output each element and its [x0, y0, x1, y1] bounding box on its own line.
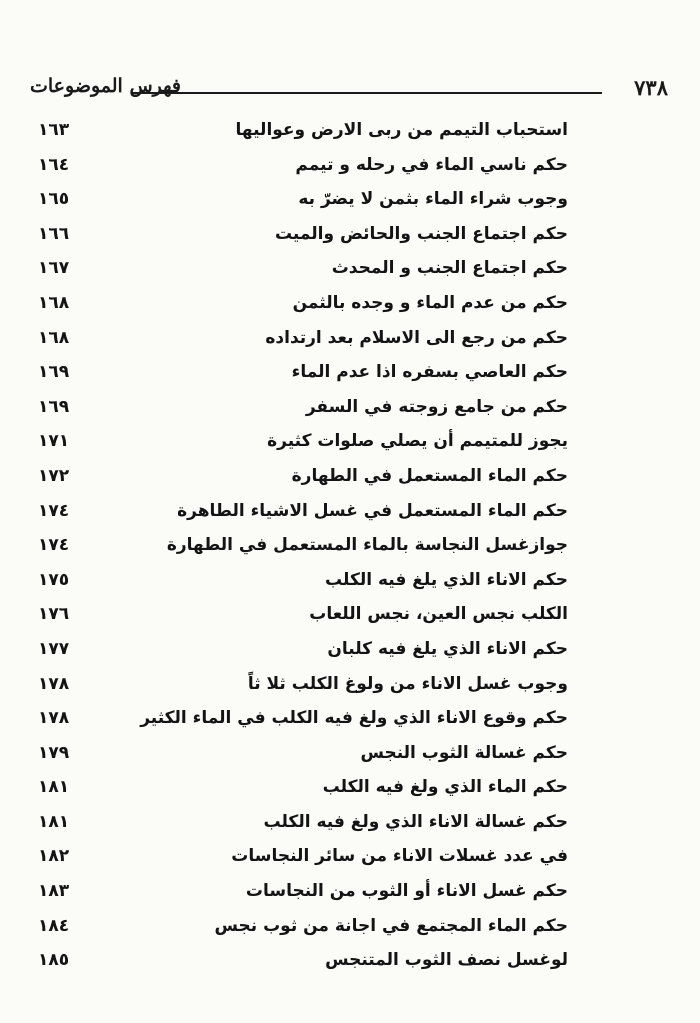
toc-entry	[30, 222, 568, 257]
toc-entry-page-number: ١٧٥	[38, 569, 70, 590]
toc-entry	[30, 499, 568, 534]
toc-entry	[30, 914, 568, 949]
toc-entry-title: حكم من عدم الماء و وجده بالثمن	[292, 292, 568, 313]
toc-entry-page-number: ١٦٦	[38, 223, 70, 244]
toc-entry-page-number: ١٧٤	[38, 500, 70, 521]
toc-entry	[30, 568, 568, 603]
toc-entry-title: حكم الاناء الذي يلغ فيه الكلب	[325, 569, 568, 590]
toc-entry-page-number: ١٨١	[38, 777, 70, 798]
toc-entry-page-number: ١٧٨	[38, 708, 70, 729]
toc-entry-page-number: ١٦٥	[38, 189, 70, 210]
toc-entry-page-number: ١٨٥	[38, 950, 70, 971]
toc-entry-title: حكم غسل الاناء أو الثوب من النجاسات	[245, 881, 568, 902]
toc-entry-title: استحباب التيمم من ربى الارض وعواليها	[235, 120, 568, 140]
toc-entry	[30, 153, 568, 188]
toc-entry-title: حكم اجتماع الجنب والحائض والميت	[274, 223, 568, 244]
toc-entry	[30, 187, 568, 222]
toc-entry-title: لوغسل نصف الثوب المتنجس	[325, 950, 568, 971]
toc-entry-page-number: ١٦٨	[38, 292, 70, 313]
toc-entry	[30, 602, 568, 637]
toc-entry	[30, 775, 568, 810]
toc-entry-title: حكم غسالة الثوب النجس	[360, 742, 568, 763]
toc-entry	[30, 256, 568, 291]
toc-entry	[30, 360, 568, 395]
toc-entry-title: وجوب شراء الماء بثمن لا يضرّ به	[298, 189, 568, 210]
toc-entry-title: حكم الاناء الذي يلغ فيه كلبان	[327, 638, 568, 659]
toc-entry-title: حكم الماء المجتمع في اجانة من ثوب نجس	[214, 915, 568, 936]
toc-entry-page-number: ١٧١	[38, 431, 70, 452]
toc-entry	[30, 879, 568, 914]
toc-entry-title: الكلب نجس العين، نجس اللعاب	[309, 604, 568, 625]
table-of-contents	[30, 118, 568, 983]
toc-entry-page-number: ١٦٧	[38, 258, 70, 279]
toc-entry-title: حكم الماء الذي ولغ فيه الكلب	[322, 777, 568, 798]
toc-entry	[30, 844, 568, 879]
toc-entry-title: وجوب غسل الاناء من ولوغ الكلب ثلا ثاً	[247, 673, 568, 694]
toc-entry	[30, 395, 568, 430]
toc-entry-title: حكم الماء المستعمل في غسل الاشياء الطاهرة	[177, 500, 568, 521]
toc-entry-page-number: ١٧٨	[38, 673, 70, 694]
toc-entry-page-number: ١٦٨	[38, 327, 70, 348]
toc-entry	[30, 291, 568, 326]
toc-entry-page-number: ١٧٧	[38, 638, 70, 659]
toc-entry-page-number: ١٦٣	[38, 120, 70, 140]
toc-entry	[30, 326, 568, 361]
header-rule	[132, 92, 602, 94]
toc-entry-page-number: ١٧٩	[38, 742, 70, 763]
running-title: فهرس الموضوعات	[30, 75, 181, 97]
toc-entry-title: حكم الماء المستعمل في الطهارة	[291, 465, 568, 486]
toc-entry-title: جوازغسل النجاسة بالماء المستعمل في الطهارة	[166, 535, 568, 556]
toc-entry	[30, 741, 568, 776]
toc-entry	[30, 429, 568, 464]
toc-entry-title: في عدد غسلات الاناء من سائر النجاسات	[231, 846, 568, 867]
toc-entry-title: حكم من جامع زوجته في السفر	[305, 396, 568, 417]
toc-entry	[30, 637, 568, 672]
toc-entry	[30, 533, 568, 568]
toc-entry-title: حكم اجتماع الجنب و المحدث	[331, 258, 568, 279]
toc-entry-page-number: ١٧٤	[38, 535, 70, 556]
toc-entry-page-number: ١٦٩	[38, 396, 70, 417]
toc-entry	[30, 464, 568, 499]
toc-entry	[30, 706, 568, 741]
toc-entry-page-number: ١٨٣	[38, 881, 70, 902]
toc-entry-page-number: ١٨٤	[38, 915, 70, 936]
toc-entry-page-number: ١٦٤	[38, 154, 70, 175]
toc-entry-page-number: ١٧٦	[38, 604, 70, 625]
toc-entry	[30, 810, 568, 845]
toc-entry-title: حكم العاصي بسفره اذا عدم الماء	[291, 362, 568, 383]
toc-entry-page-number: ١٧٢	[38, 465, 70, 486]
page-header	[30, 75, 668, 111]
toc-entry-title: يجوز للمتيمم أن يصلي صلوات كثيرة	[267, 431, 568, 452]
toc-entry	[30, 118, 568, 153]
toc-entry	[30, 948, 568, 983]
toc-entry-title: حكم من رجع الى الاسلام بعد ارتداده	[265, 327, 568, 348]
toc-entry-title: حكم ناسي الماء في رحله و تيمم	[295, 154, 568, 175]
toc-entry-page-number: ١٨٢	[38, 846, 70, 867]
toc-entry-page-number: ١٦٩	[38, 362, 70, 383]
toc-entry-page-number: ١٨١	[38, 811, 70, 832]
toc-entry	[30, 672, 568, 707]
page-number: ٧٣٨	[634, 75, 668, 100]
toc-entry-title: حكم غسالة الاناء الذي ولغ فيه الكلب	[263, 811, 568, 832]
toc-entry-title: حكم وقوع الاناء الذي ولغ فيه الكلب في الماء الكثير	[140, 708, 568, 729]
